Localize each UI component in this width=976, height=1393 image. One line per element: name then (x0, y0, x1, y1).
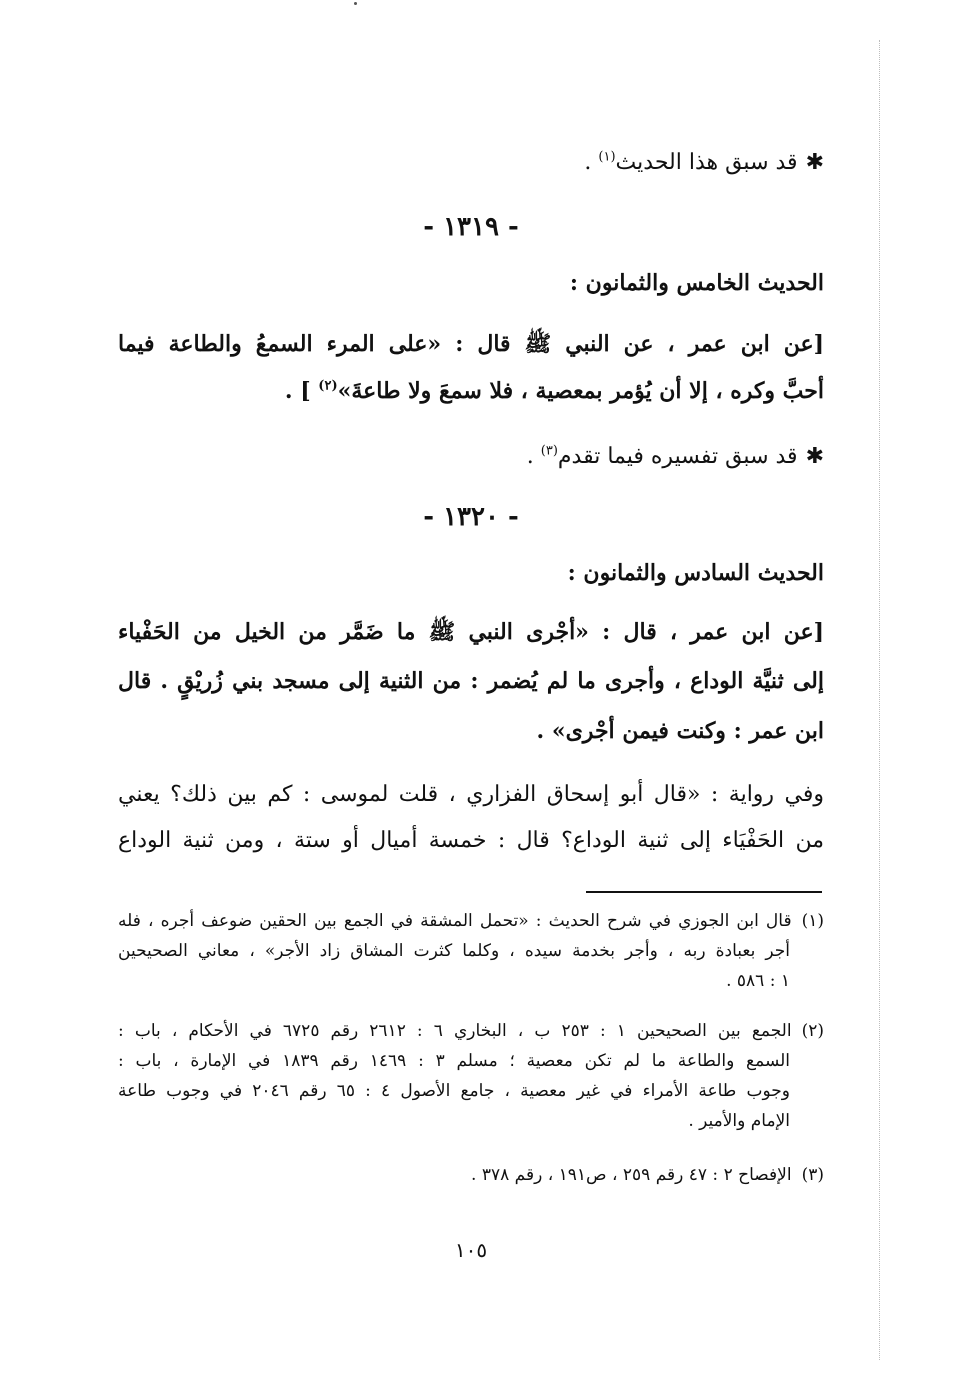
page-edge-line (879, 40, 880, 1360)
footnote-separator (586, 891, 822, 893)
document-page (118, 0, 824, 1393)
hadith-86-line-1: [عن ابن عمر ، قال : «أجْرى النبي ﷺ ما ضَمَّر من الخيل من الحَفْياء (118, 619, 824, 645)
asterisk-icon: ✱ (805, 444, 824, 469)
asterisk-icon: ✱ (805, 150, 824, 175)
narration-line-1: وفي رواية : «قال أبو إسحاق الفزاري ، قلت لموسى : كم بين ذلك؟ يعني (118, 782, 824, 807)
hadith-title-86: الحديث السادس والثمانون : (567, 560, 824, 586)
footnote-2: (٢)الجمع بين الصحيحين ١ : ٢٥٣ ب ، البخاري ٦ : ٢٦١٢ رقم ٦٧٢٥ في الأحكام ، باب : السمع والطاعة ما لم تكن معصية ؛ مسلم ٣ : ١٤٦٩ رقم ١٨٣٩ في الإمارة ، باب : وجوب طاعة الأمراء في غير معصية ، جامع الأصول ٤ : ٦٥ رقم ٢٠٤٦ في وجوب طاعة الإمام والأمير . (118, 1021, 824, 1131)
footnote-number: (٢) (801, 1021, 824, 1041)
narration-line-2: من الحَفْيَاء إلى ثنية الوداع؟ قال : خمسة أميال أو ستة ، ومن ثنية الوداع (118, 828, 824, 853)
hadith-85-line-2: أحبَّ وكره ، إلا أن يُؤمر بمعصية ، فلا سمعَ ولا طاعةَ»$^{(٢)}$ ] . (284, 378, 824, 404)
commentary-note: ✱قد سبق تفسيره فيما تقدم$^{(٣)}$ . (526, 443, 824, 469)
footnote-ref-3[interactable]: (٣) (540, 443, 558, 459)
hadith-title-85: الحديث الخامس والثمانون : (569, 270, 824, 296)
footnote-ref-2[interactable]: (٢) (318, 378, 338, 394)
footnote-number: (١) (801, 911, 824, 931)
page-number: ١٠٥ (454, 1238, 488, 1262)
footnote-1: (١)قال ابن الجوزي في شرح الحديث : «تحمل المشقة في الجمع بين الحقين ضوعف أجره ، فله أجر بعبادة ربه ، وأجر بخدمة سيده ، وكلما كثرت المشاق زاد الأجر» ، معاني الصحيحين ١ : ٥٨٦ . (118, 911, 824, 991)
previous-note: ✱قد سبق هذا الحديث$^{(١)}$ . (584, 149, 824, 175)
hadith-number-1319: - ١٣١٩ - (423, 212, 519, 242)
hadith-86-line-3: ابن عمر : وكنت فيمن أجْرى» . (536, 718, 824, 744)
footnote-3: (٣)الإفصاح ٢ : ٤٧ رقم ٢٥٩ ، ص١٩١ ، رقم ٣٧٨ . (471, 1165, 824, 1185)
footnote-ref-1[interactable]: (١) (598, 149, 616, 165)
hadith-85-line-1: [عن ابن عمر ، عن النبي ﷺ قال : «على المرء السمعُ والطاعة فيما (118, 331, 824, 357)
hadith-number-1320: - ١٣٢٠ - (423, 502, 519, 532)
hadith-86-line-2: إلى ثنيَّة الوداع ، وأجرى ما لم يُضمر : من الثنية إلى مسجد بني زُريْقٍ . قال (118, 668, 824, 694)
footnote-number: (٣) (801, 1165, 824, 1185)
